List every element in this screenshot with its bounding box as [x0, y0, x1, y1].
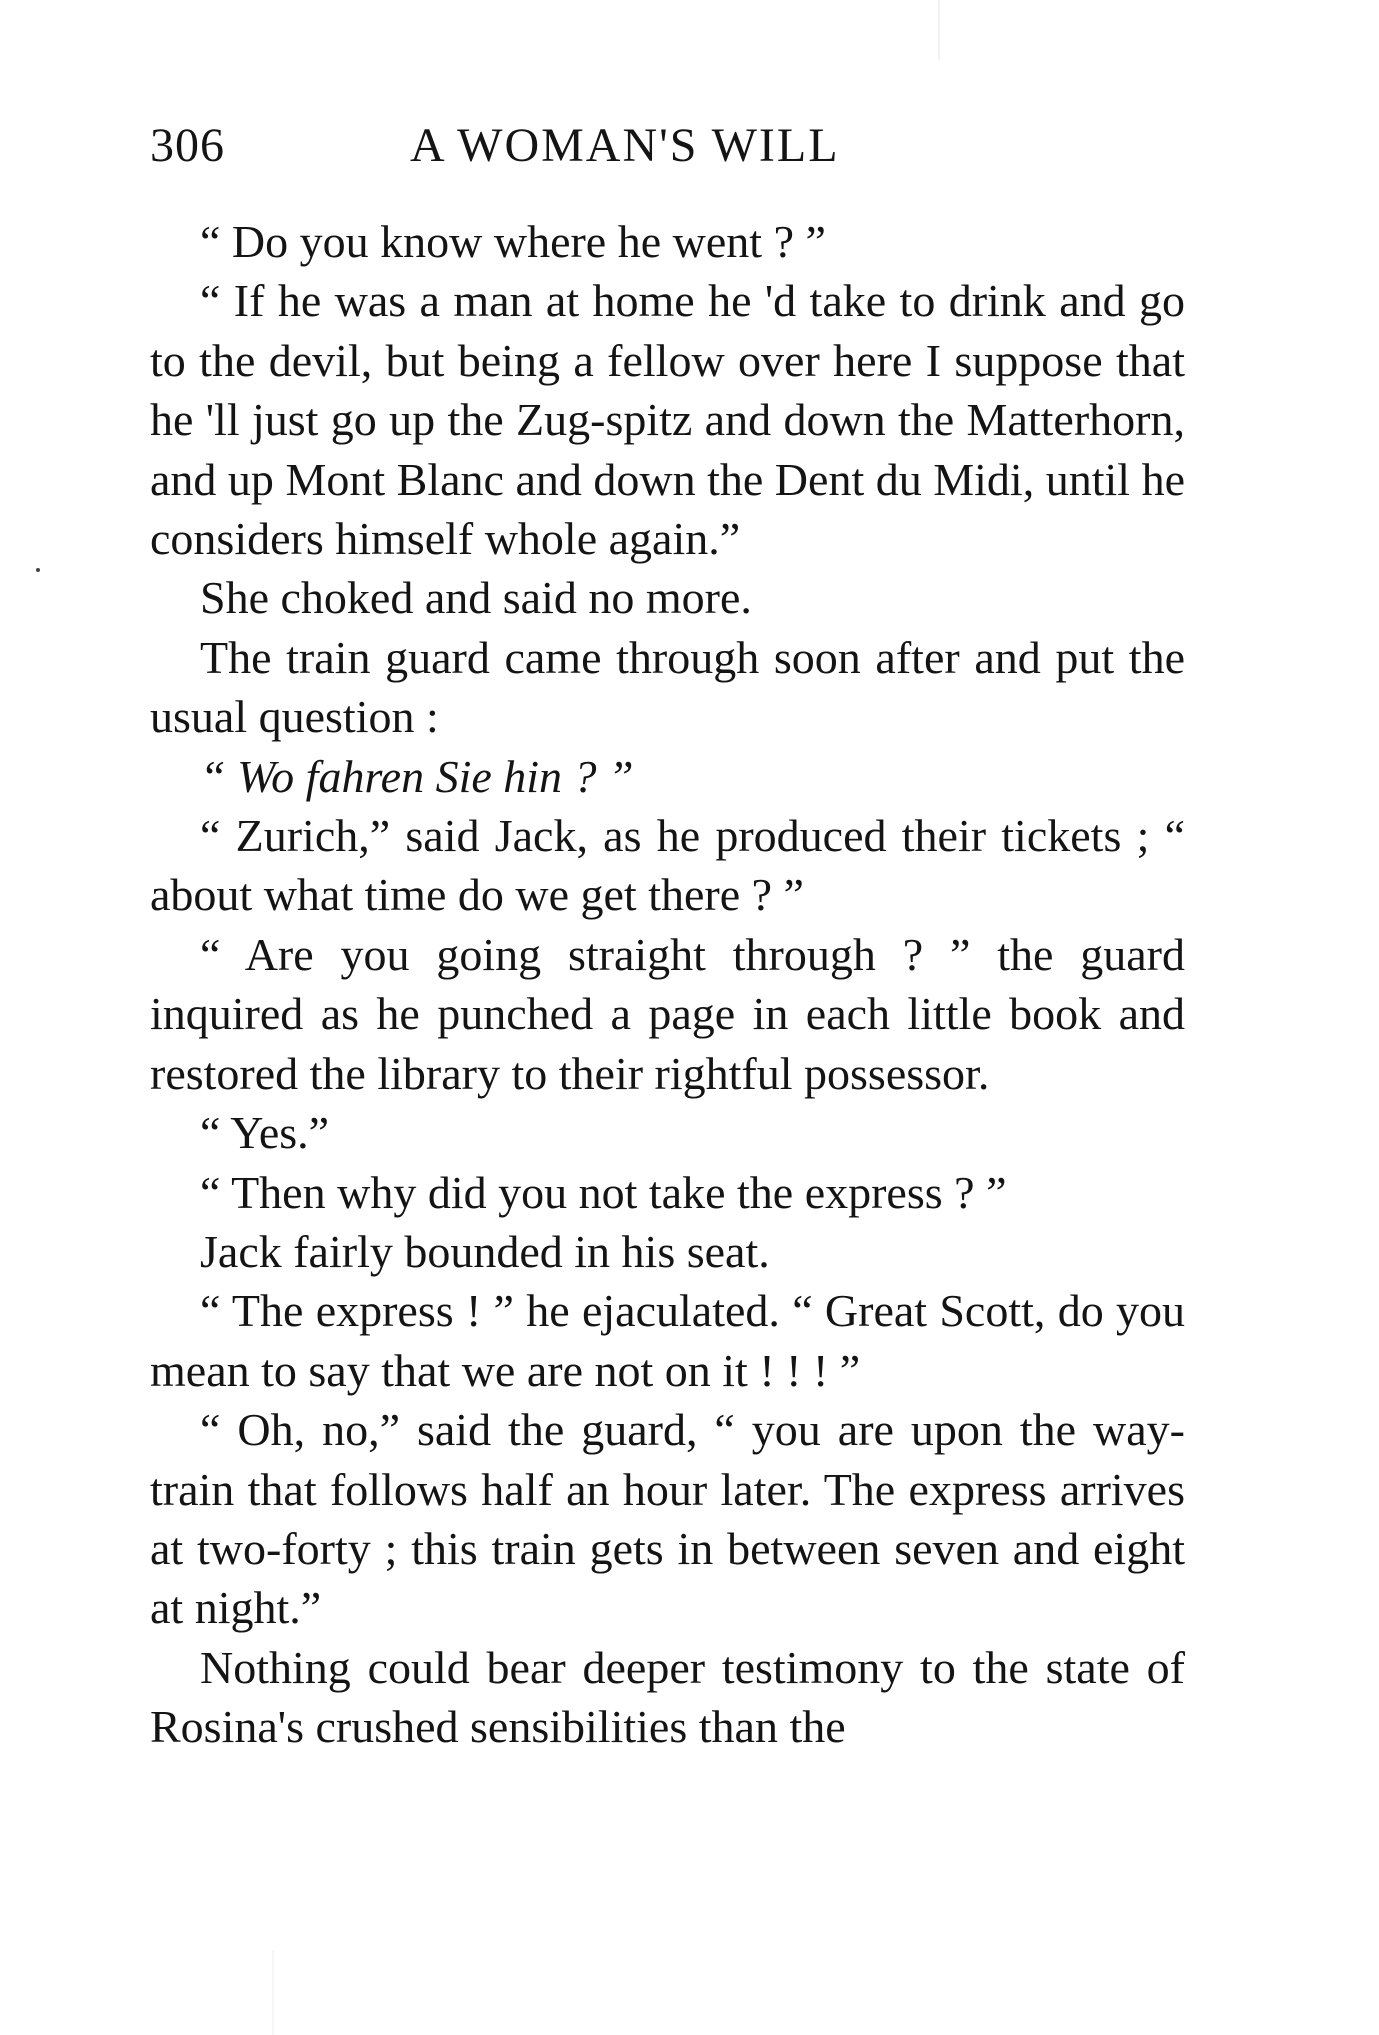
body-text: [150, 212, 1185, 1757]
running-head: A WOMAN'S WILL: [410, 119, 840, 172]
paragraph: Nothing could bear deeper testimony to the state of Rosina's crushed sensibilities than the: [150, 1641, 1185, 1753]
scan-speck: [36, 568, 40, 572]
paragraph: “ If he was a man at home he 'd take to drink and go to the devil, but being a fellow over here I suppose that he 'll just go up the Zug-spitz and down the Matterhorn, and up Mont Blanc and down the Dent du Midi, until he considers himself whole again.”: [150, 275, 1185, 565]
page-header: [150, 118, 930, 178]
paragraph: The train guard came through soon after and put the usual question :: [150, 631, 1185, 743]
paragraph-german-question: “ Wo fahren Sie hin ? ”: [200, 750, 634, 802]
paragraph: “ Then why did you not take the express ? ”: [200, 1166, 1007, 1218]
paragraph: “ Do you know where he went ? ”: [200, 216, 826, 267]
paragraph: “ Yes.”: [200, 1107, 330, 1159]
paragraph: “ Oh, no,” said the guard, “ you are upon the way-train that follows half an hour later. The express arrives at two-forty ; this train gets in between seven and eight at night.”: [150, 1404, 1185, 1634]
paragraph: “ The express ! ” he ejaculated. “ Great Scott, do you mean to say that we are not on it ! ! ! ”: [150, 1285, 1185, 1396]
paragraph: “ Zurich,” said Jack, as he produced their tickets ; “ about what time do we get there ? ”: [150, 810, 1185, 921]
paragraph: “ Are you going straight through ? ” the guard inquired as he punched a page in each little book and restored the library to their rightful possessor.: [150, 928, 1185, 1099]
paragraph: She choked and said no more.: [200, 572, 752, 624]
page-number: 306: [150, 119, 225, 172]
paragraph: Jack fairly bounded in his seat.: [200, 1225, 770, 1277]
